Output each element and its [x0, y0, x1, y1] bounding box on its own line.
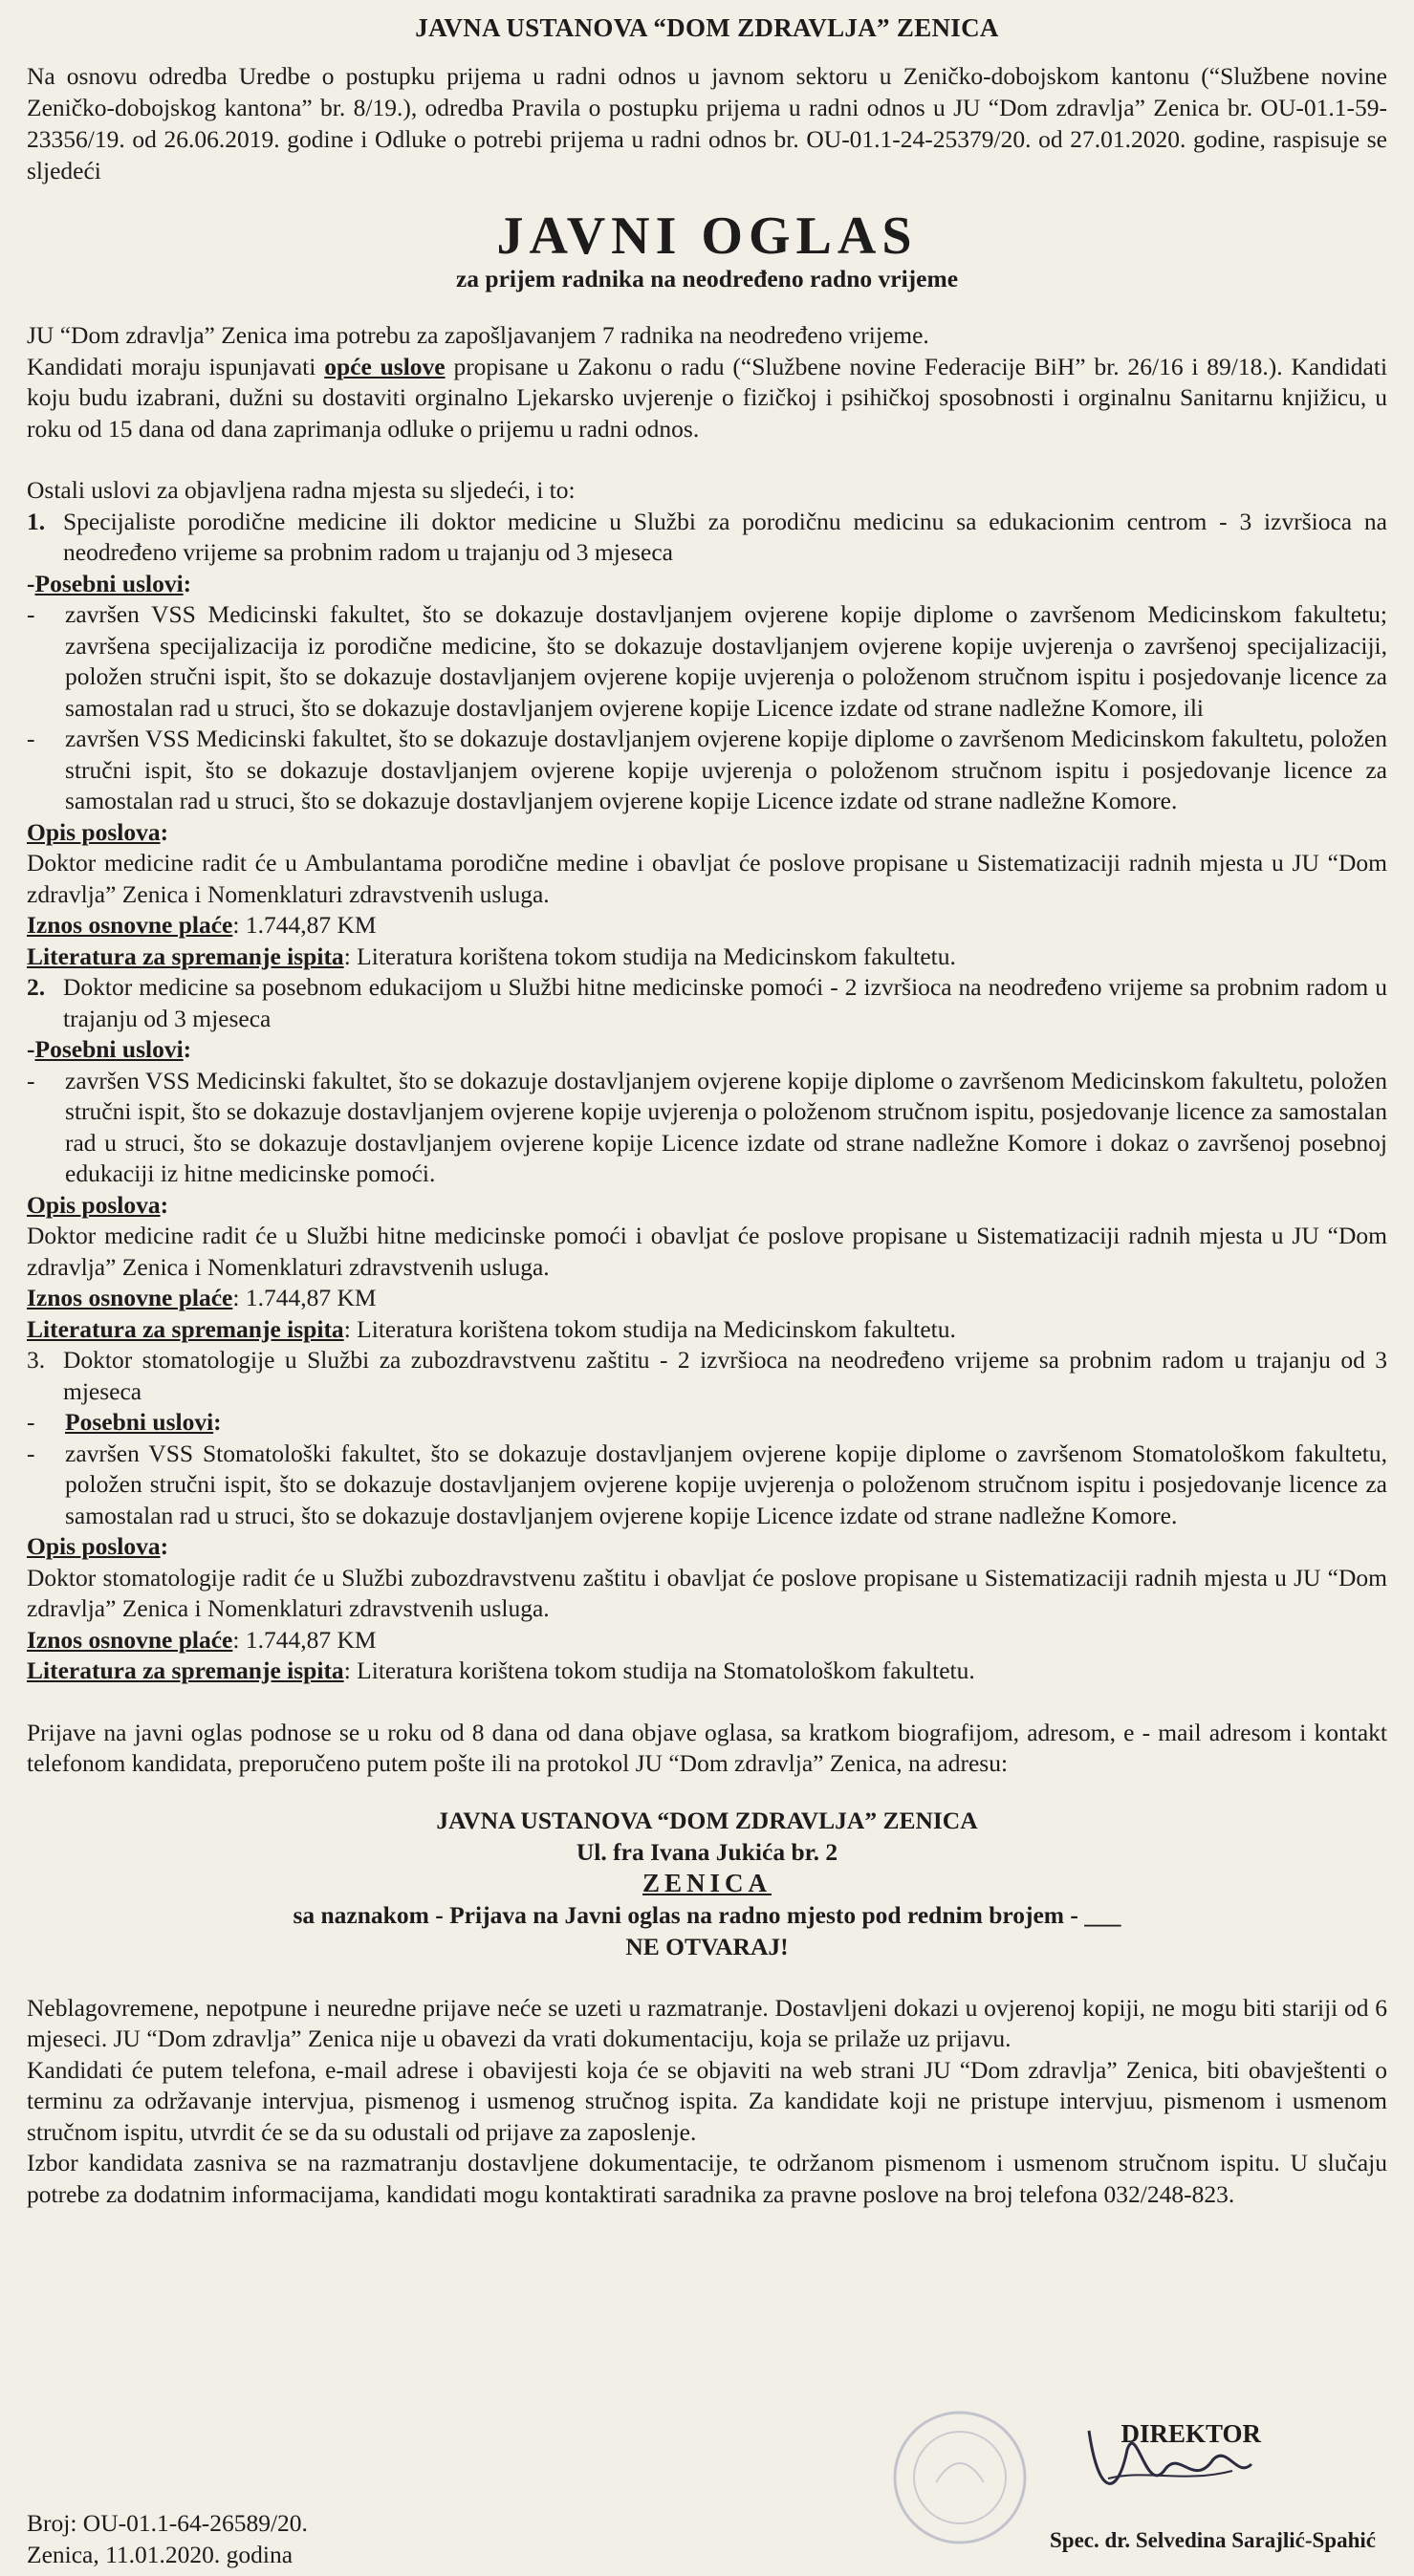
job-description: Doktor stomatologije radit će u Službi zubozdravstvenu zaštitu i obavljat će poslove propisane u Sistematizaciji radnih mjesta u JU “Dom zdravlja” Zenica i Nomenklaturi zdravstvenih usluga. [27, 1563, 1387, 1622]
position-title: Doktor stomatologije u Službi za zubozdravstvenu zaštitu - 2 izvršioca na neodređeno vrijeme sa probnim radom u trajanju od 3 mjeseca [63, 1346, 1387, 1405]
document-subtitle: za prijem radnika na neodređeno radno vrijeme [455, 265, 959, 292]
issue-date: Zenica, 11.01.2020. godina [27, 2541, 294, 2568]
general-conditions-text-after: propisane u Zakonu o radu (“Službene novine Federacije BiH” br. 26/16 i 89/18.). Kandidati koju budu izabrani, dužni su dostaviti orginalno Ljekarsko uvjerenje o fizičkoj i psihičkoj sposobnosti i orginalnu Sanitarnu knjižicu, u roku od 15 dana od dana zaprimanja odluke o prijemu u radni odnos. [27, 352, 1388, 443]
address-warning: NE OTVARAJ! [625, 1932, 789, 1960]
position-number: 1. [27, 507, 46, 535]
address-street: Ul. fra Ivana Jukića br. 2 [576, 1837, 838, 1866]
signature-block [879, 2402, 1376, 2565]
address-note: sa naznakom - Prijava na Javni oglas na radno mjesto pod rednim brojem - ___ [293, 1900, 1121, 1929]
condition-item: - završen VSS Stomatološki fakultet, što se dokazuje dostavljanjem ovjerene kopije diplome o završenom Stomatološkom fakultetu, položen stručni ispit, što se dokazuje dostavljanjem ovjerene kopije uvjerenja o položenom stručnom ispitu i posjedovanje licence za samostalan rad u struci, što se dokazuje dostavljanjem ovjerene kopije Licence izdate od strane nadležne Komore. [27, 1439, 1387, 1529]
job-description-heading: Opis poslova: [27, 817, 169, 846]
handwritten-signature-icon [1070, 2412, 1261, 2517]
document-title: JAVNI OGLAS [496, 206, 918, 266]
address-block [27, 1805, 1387, 1962]
position-2 [27, 972, 1387, 1034]
condition-item: - završen VSS Medicinski fakultet, što se dokazuje dostavljanjem ovjerene kopije diplome o završenom Medicinskom fakultetu; završena specijalizacija iz porodične medicine, što se dokazuje dostavljanjem ovjerene kopije uvjerenja o završenoj specijalizaciji, položen stručni ispit, što se dokazuje dostavljanjem ovjerene kopije uvjerenja o položenom stručnom ispitu i posjedovanje licence za samostalan rad u struci, što se dokazuje dostavljanjem ovjerene kopije Licence izdate od strane nadležne Komore, ili [27, 600, 1387, 722]
position-number: 3. [27, 1346, 46, 1374]
address-city: ZENICA [642, 1868, 772, 1897]
document-footer [27, 2507, 308, 2570]
job-description-heading: Opis poslova: [27, 1532, 169, 1560]
job-description: Doktor medicine radit će u Ambulantama porodične medine i obavljat će poslove propisane u Sistematizaciji radnih mjesta u JU “Dom zdravlja” Zenica i Nomenklaturi zdravstvenih usluga. [27, 849, 1387, 908]
position-number: 2. [27, 973, 46, 1001]
condition-item: - završen VSS Medicinski fakultet, što se dokazuje dostavljanjem ovjerene kopije diplome o završenom Medicinskom fakultetu, položen stručni ispit, što se dokazuje dostavljanjem ovjerene kopije uvjerenja o položenom stručnom ispitu i posjedovanje licence za samostalan rad u struci, što se dokazuje dostavljanjem ovjerene kopije Licence izdate od strane nadležne Komore. [27, 725, 1387, 814]
intro-paragraph: Na osnovu odredba Uredbe o postupku prijema u radni odnos u javnom sektoru u Zeničko-dobojskom kantonu (“Službene novine Zeničko-dobojskog kantona” br. 8/19.), odredba Pravila o postupku prijema u radni odnos u JU “Dom zdravlja” Zenica br. OU-01.1-59-23356/19. od 26.06.2019. godine i Odluke o potrebi prijema u radni odnos br. OU-01.1-24-25379/20. od 27.01.2020. godine, raspisuje se sljedeći [27, 62, 1387, 184]
applications-paragraph: Prijave na javni oglas podnose se u roku od 8 dana od dana objave oglasa, sa kratkom biografijom, adresom, e - mail adresom i kontakt telefonom kandidata, preporučeno putem pošte ili na protokol JU “Dom zdravlja” Zenica, na adresu: [27, 1718, 1387, 1777]
job-description: Doktor medicine radit će u Službi hitne medicinske pomoći i obavljat će poslove propisane u Sistematizaciji radnih mjesta u JU “Dom zdravlja” Zenica i Nomenklaturi zdravstvenih usluga. [27, 1222, 1387, 1281]
general-conditions-text-before: Kandidati moraju ispunjavati [27, 352, 325, 380]
position-3 [27, 1345, 1387, 1407]
signature-title: DIREKTOR [1120, 2419, 1261, 2448]
special-conditions-heading: - Posebni uslovi: [27, 1408, 222, 1436]
paragraph-other-conditions: Ostali uslovi za objavljena radna mjesta su sljedeći, i to: [27, 476, 576, 504]
paragraph-workers-needed: JU “Dom zdravlja” Zenica ima potrebu za zapošljavanjem 7 radnika na neodređeno vrijeme. [27, 321, 929, 349]
condition-item: - završen VSS Medicinski fakultet, što se dokazuje dostavljanjem ovjerene kopije diplome o završenom Medicinskom fakultetu, položen stručni ispit, što se dokazuje dostavljanjem ovjerene kopije uvjerenja o položenom stručnom ispitu, posjedovanje licence za samostalan rad u struci, što se dokazuje dostavljanjem ovjerene kopije Licence izdate od strane nadležne Komore i dokaz o završenoj posebnoj edukaciji iz hitne medicinske pomoći. [27, 1066, 1387, 1187]
signatory-name: Spec. dr. Selvedina Sarajlić-Spahić [1050, 2528, 1376, 2552]
literature-line: Literatura za spremanje ispita: Literatura korištena tokom studija na Medicinskom fakultetu. [27, 942, 956, 970]
institution-header: JAVNA USTANOVA “DOM ZDRAVLJA” ZENICA [415, 13, 999, 42]
position-title: Doktor medicine sa posebnom edukacijom u Službi hitne medicinske pomoći - 2 izvršioca na neodređeno vrijeme sa probnim radom u trajanju od 3 mjeseca [63, 973, 1387, 1032]
closing-paragraph-2: Kandidati će putem telefona, e-mail adrese i obavijesti koja će se objaviti na web strani JU “Dom zdravlja” Zenica, biti obavještenti o terminu za održavanje intervjua, pismenog i usmenog stručnog ispita. Za kandidate koji ne pristupe intervjuu, pismenom i usmenom stručnom ispitu, utvrdit će se da su odustali od prijave za zaposlenje. [27, 2055, 1387, 2146]
salary-line: Iznos osnovne plaće: 1.744,87 KM [27, 911, 377, 939]
special-conditions-heading: -Posebni uslovi: [27, 569, 192, 597]
closing-paragraph-1: Neblagovremene, nepotpune i neuredne prijave neće se uzeti u razmatranje. Dostavljeni dokazi u ovjerenoj kopiji, ne mogu biti stariji od 6 mjeseci. JU “Dom zdravlja” Zenica nije u obavezi da vrati dokumentaciju, koja se prilaže uz prijavu. [27, 1993, 1387, 2052]
salary-line: Iznos osnovne plaće: 1.744,87 KM [27, 1284, 377, 1311]
literature-line: Literatura za spremanje ispita: Literatura korištena tokom studija na Medicinskom fakultetu. [27, 1314, 956, 1343]
paragraph-general-conditions [27, 352, 1387, 445]
closing-paragraph-3: Izbor kandidata zasniva se na razmatranju dostavljene dokumentacije, te održanom pismenom i usmenom stručnom ispitu. U slučaju potrebe za dodatnim informacijama, kandidati mogu kontaktirati saradnika za pravne poslove na broj telefona 032/248-823. [27, 2149, 1387, 2208]
salary-line: Iznos osnovne plaće: 1.744,87 KM [27, 1625, 377, 1654]
position-1 [27, 507, 1387, 569]
address-institution: JAVNA USTANOVA “DOM ZDRAVLJA” ZENICA [436, 1806, 978, 1834]
position-title: Specijaliste porodične medicine ili doktor medicine u Službi za porodičnu medicinu sa edukacionim centrom - 3 izvršioca na neodređeno vrijeme sa probnim radom u trajanju od 3 mjeseca [63, 507, 1387, 566]
literature-line: Literatura za spremanje ispita: Literatura korištena tokom studija na Stomatološkom fakultetu. [27, 1656, 975, 1684]
special-conditions-heading: -Posebni uslovi: [27, 1035, 192, 1063]
general-conditions-emphasis: opće uslove [324, 352, 446, 380]
reference-number: Broj: OU-01.1-64-26589/20. [27, 2509, 308, 2537]
job-description-heading: Opis poslova: [27, 1190, 169, 1219]
official-stamp-icon [879, 2406, 1041, 2549]
